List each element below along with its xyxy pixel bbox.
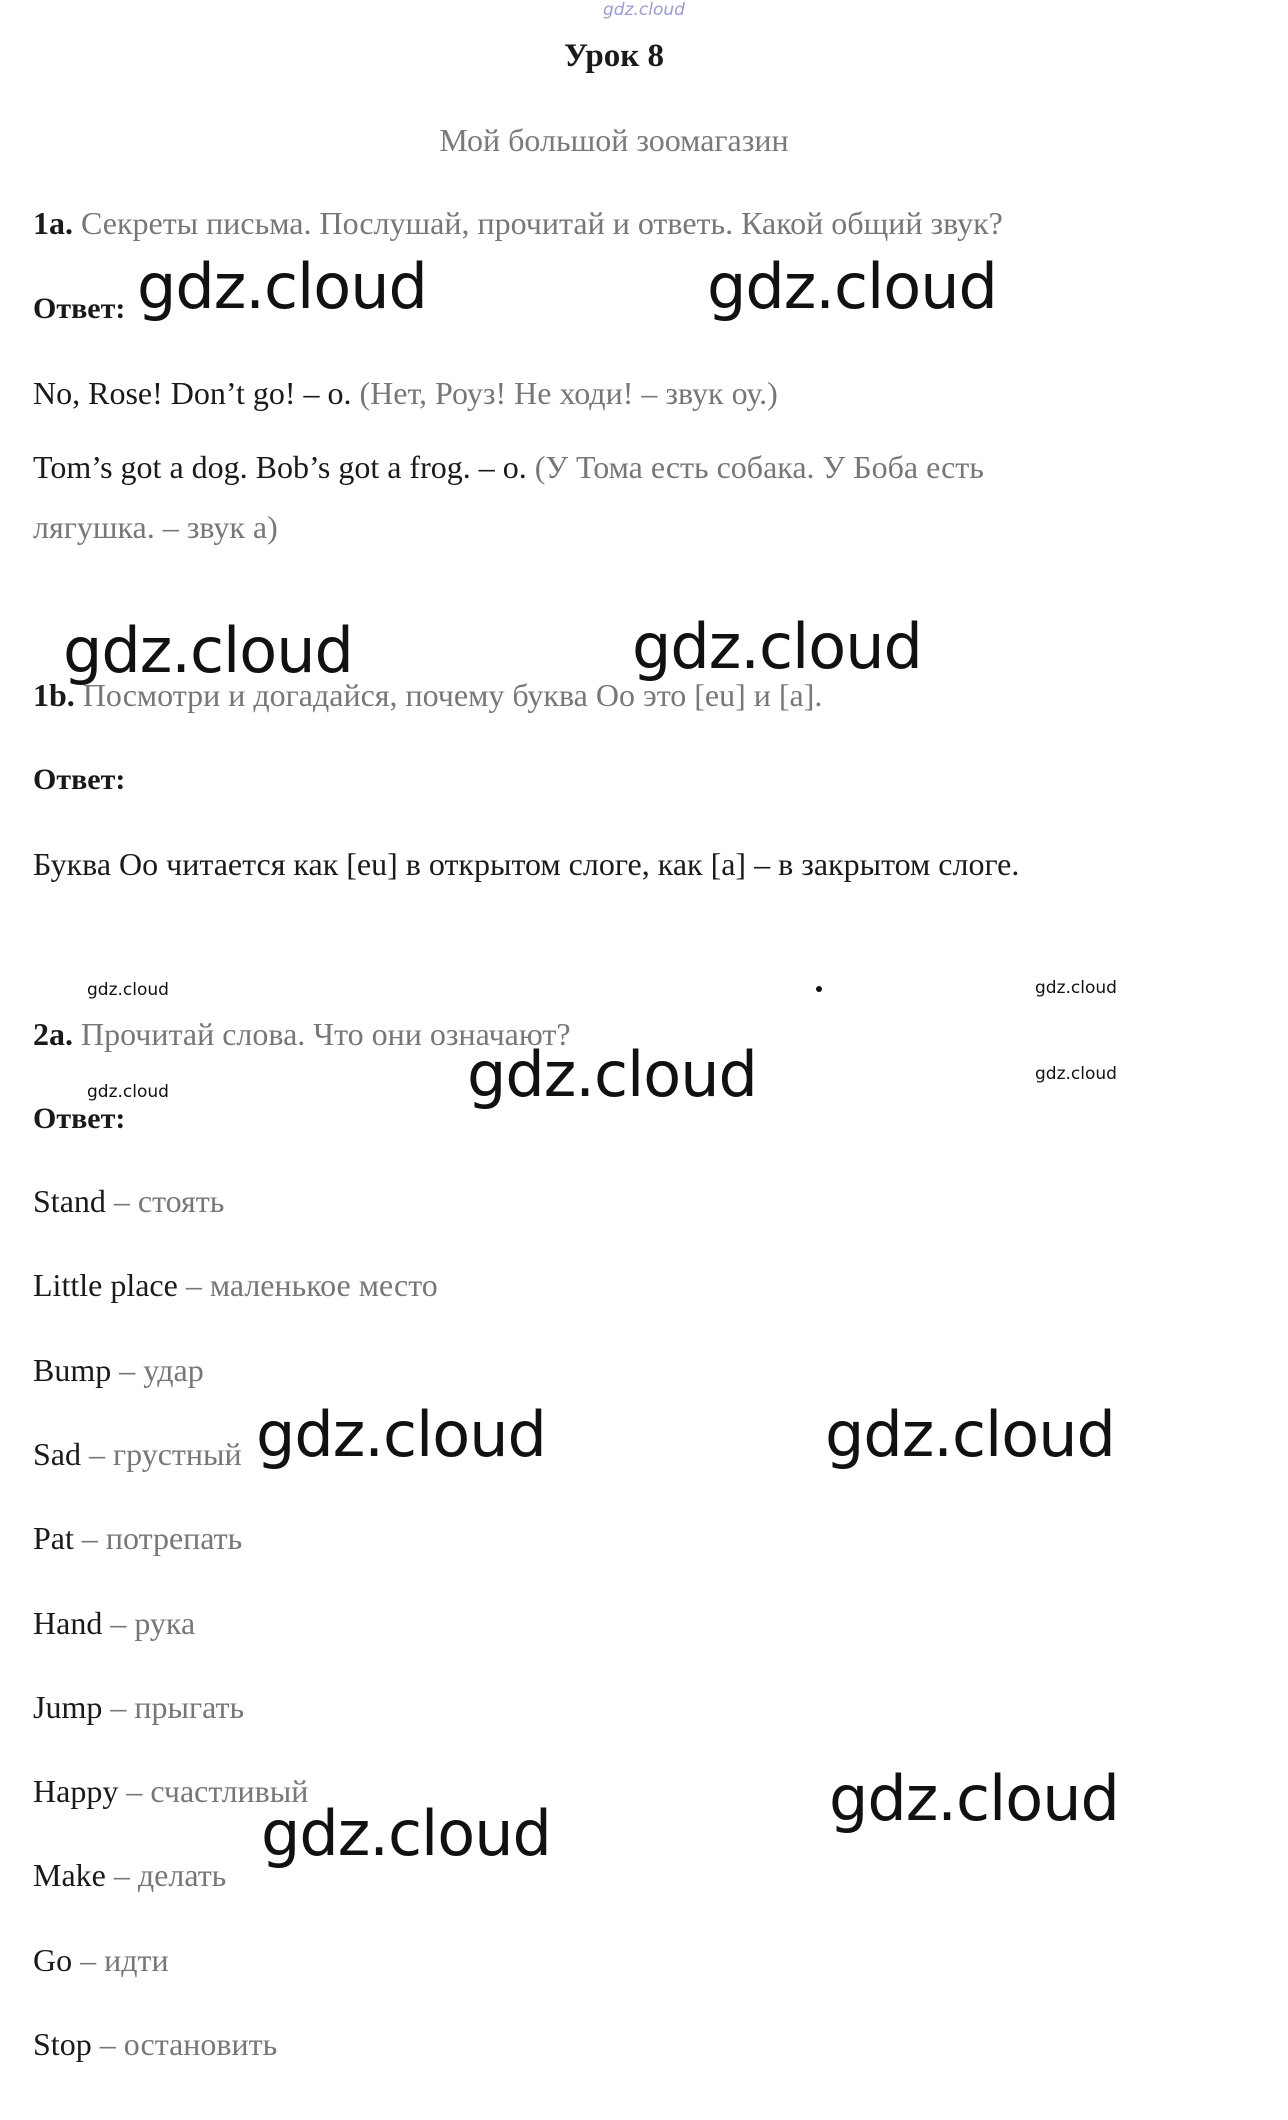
dot-mark — [816, 986, 822, 992]
task-text: Секреты письма. Послушай, прочитай и ответь. Какой общий звук? — [81, 205, 1003, 241]
watermark: gdz.cloud — [137, 250, 427, 323]
english-word: Pat — [33, 1520, 74, 1556]
translation: – грустный — [89, 1436, 242, 1472]
translation-text: (У Тома есть собака. У Боба есть — [534, 449, 984, 485]
translation: – делать — [113, 1857, 227, 1893]
page-title: Урок 8 — [563, 38, 665, 74]
translation: – счастливый — [126, 1773, 309, 1809]
watermark: gdz.cloud — [256, 1398, 546, 1471]
translation: – прыгать — [110, 1689, 245, 1725]
exercise-number: 1a. — [33, 205, 73, 241]
english-word: Little place — [33, 1267, 178, 1303]
site-mark: gdz.cloud — [603, 0, 685, 20]
list-item — [33, 1689, 244, 1726]
english-word: Bump — [33, 1352, 112, 1388]
answer-label: Ответ: — [33, 1102, 126, 1135]
exercise-1b-answer: Буква Оо читается как [eu] в открытом слоге, как [a] – в закрытом слоге. — [33, 846, 1020, 882]
translation: – идти — [80, 1942, 169, 1978]
exercise-1a-line-2 — [33, 449, 984, 486]
english-word: Go — [33, 1942, 73, 1978]
translation-text: (Нет, Роуз! Не ходи! – звук оу.) — [359, 375, 778, 411]
translation: – рука — [110, 1605, 196, 1641]
list-item — [33, 1942, 169, 1979]
exercise-number: 2a. — [33, 1016, 73, 1052]
translation: – остановить — [99, 2026, 278, 2062]
list-item — [33, 1605, 195, 1642]
english-word: Jump — [33, 1689, 103, 1725]
translation: – стоять — [113, 1183, 225, 1219]
english-word: Stop — [33, 2026, 92, 2062]
translation: – потрепать — [81, 1520, 243, 1556]
list-item — [33, 1436, 242, 1473]
english-word: Hand — [33, 1605, 103, 1641]
task-text: Прочитай слова. Что они означают? — [81, 1016, 571, 1052]
page-subtitle: Мой большой зоомагазин — [439, 122, 789, 158]
watermark: gdz.cloud — [63, 614, 353, 687]
watermark-small: gdz.cloud — [87, 1082, 169, 1102]
english-text: Tom’s got a dog. Bob’s got a frog. – o. — [33, 449, 527, 485]
watermark-small: gdz.cloud — [1035, 1064, 1117, 1084]
exercise-number: 1b. — [33, 677, 75, 713]
english-word: Stand — [33, 1183, 106, 1219]
watermark: gdz.cloud — [829, 1762, 1119, 1835]
watermark: gdz.cloud — [825, 1398, 1115, 1471]
list-item — [33, 1267, 438, 1304]
exercise-1a-line-1 — [33, 375, 778, 412]
english-word: Sad — [33, 1436, 81, 1472]
english-text: No, Rose! Don’t go! – o. — [33, 375, 352, 411]
list-item — [33, 1857, 226, 1894]
english-word: Make — [33, 1857, 106, 1893]
watermark-small: gdz.cloud — [1035, 978, 1117, 998]
list-item — [33, 2026, 277, 2063]
translation: – маленькое место — [185, 1267, 438, 1303]
task-text: Посмотри и догадайся, почему буква Оо это [eu] и [a]. — [82, 677, 823, 713]
exercise-1a-task — [33, 205, 1003, 242]
answer-label: Ответ: — [33, 763, 126, 796]
watermark: gdz.cloud — [707, 250, 997, 323]
watermark: gdz.cloud — [261, 1797, 551, 1870]
exercise-1a-line-2-continued: лягушка. – звук а) — [33, 509, 278, 545]
watermark-small: gdz.cloud — [87, 980, 169, 1000]
list-item — [33, 1183, 224, 1220]
list-item — [33, 1520, 242, 1557]
watermark: gdz.cloud — [632, 610, 922, 683]
english-word: Happy — [33, 1773, 119, 1809]
watermark: gdz.cloud — [467, 1038, 757, 1111]
translation: – удар — [119, 1352, 204, 1388]
answer-label: Ответ: — [33, 292, 126, 325]
list-item — [33, 1352, 204, 1389]
